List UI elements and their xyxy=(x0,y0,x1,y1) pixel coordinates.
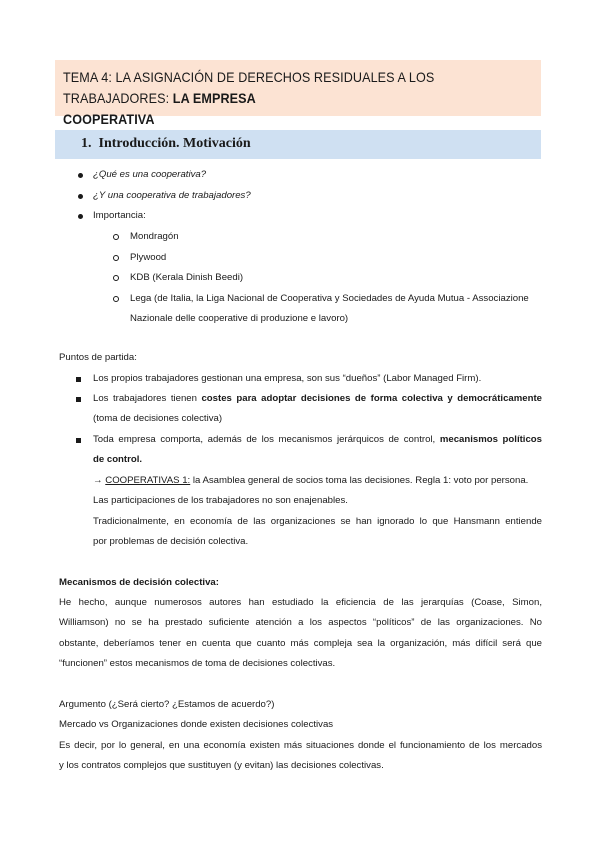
document-title xyxy=(63,67,531,130)
text-run: Toda empresa comporta, además de los mecanismos jerárquicos de control, xyxy=(93,434,440,445)
paragraph-heading: Puntos de partida: xyxy=(59,352,137,363)
section-heading xyxy=(81,136,251,152)
list-item-continuation: de control. xyxy=(93,454,143,465)
bullet-circle-icon xyxy=(113,255,119,261)
bullet-circle-icon xyxy=(113,275,119,281)
list-item: Mondragón xyxy=(130,231,179,242)
paragraph-heading: Mecanismos de decisión colectiva: xyxy=(59,577,219,588)
list-item: Lega (de Italia, la Liga Nacional de Cooperativa y Sociedades de Ayuda Mutua - Associazione xyxy=(130,293,529,304)
list-item: ¿Y una cooperativa de trabajadores? xyxy=(93,190,251,201)
paragraph-line: Argumento (¿Será cierto? ¿Estamos de acuerdo?) xyxy=(59,699,275,710)
list-item: Plywood xyxy=(130,252,167,263)
list-item-continuation: por problemas de decisión colectiva. xyxy=(93,536,249,547)
text-run-underline: COOPERATIVAS 1: xyxy=(105,475,191,486)
text-run-bold: costes para adoptar decisiones de forma colectiva y democráticamente xyxy=(201,393,542,404)
title-normal: TEMA 4: LA ASIGNACIÓN DE DERECHOS RESIDUALES A LOS TRABAJADORES: xyxy=(63,69,435,106)
text-run-bold: mecanismos políticos xyxy=(439,434,543,445)
section-number: 1. xyxy=(81,136,92,151)
paragraph-line: obstante, deberíamos tener en cuenta que cuanto más compleja sea la organización, más difícil será que xyxy=(59,638,542,649)
list-item-continuation: Tradicionalmente, en economía de las organizaciones se han ignorado lo que Hansmann entiende xyxy=(93,516,542,527)
list-item: ¿Qué es una cooperativa? xyxy=(93,169,207,180)
bullet-circle-icon xyxy=(113,234,119,240)
bullet-dot-icon xyxy=(78,173,83,178)
paragraph-line: “funcionen” estos mecanismos de toma de decisiones colectivas. xyxy=(59,658,336,669)
section-label: Introducción. Motivación xyxy=(98,136,251,151)
list-item-continuation xyxy=(93,474,528,487)
arrow-icon: → xyxy=(93,475,106,486)
paragraph-line: y los contratos complejos que sustituyen (y evitan) las decisiones colectivas. xyxy=(59,760,384,771)
paragraph-line: He hecho, aunque numerosos autores han estudiado la eficiencia de las jerarquías (Coase, Simon, xyxy=(59,597,542,608)
list-item xyxy=(93,433,542,446)
list-item xyxy=(93,392,542,405)
bullet-circle-icon xyxy=(113,296,119,302)
list-item-continuation: (toma de decisiones colectiva) xyxy=(93,413,223,424)
list-item-continuation: Nazionale delle cooperative di produzione e lavoro) xyxy=(130,313,349,324)
list-item: KDB (Kerala Dinish Beedi) xyxy=(130,272,244,283)
text-run: la Asamblea general de socios toma las decisiones. Regla 1: voto por persona. xyxy=(190,475,529,486)
list-item-continuation: Las participaciones de los trabajadores no son enajenables. xyxy=(93,495,348,506)
list-item: Los propios trabajadores gestionan una empresa, son sus “dueños” (Labor Managed Firm). xyxy=(93,373,482,384)
bullet-dot-icon xyxy=(78,214,83,219)
bullet-square-icon xyxy=(76,397,81,402)
paragraph-line: Mercado vs Organizaciones donde existen decisiones colectivas xyxy=(59,719,334,730)
bullet-square-icon xyxy=(76,377,81,382)
text-run: Los trabajadores tienen xyxy=(93,393,202,404)
title-bold-1: LA EMPRESA xyxy=(172,90,256,106)
list-item: Importancia: xyxy=(93,210,146,221)
paragraph-line: Es decir, por lo general, en una economía existen más situaciones donde el funcionamiento de los mercados xyxy=(59,740,542,751)
paragraph-line: Williamson) no se ha prestado suficiente atención a los aspectos “políticos” de las organizaciones. No xyxy=(59,617,542,628)
title-box xyxy=(55,60,541,127)
bullet-dot-icon xyxy=(78,194,83,199)
section-heading-box xyxy=(55,130,541,159)
title-bold-2: COOPERATIVA xyxy=(63,111,155,127)
bullet-square-icon xyxy=(76,438,81,443)
